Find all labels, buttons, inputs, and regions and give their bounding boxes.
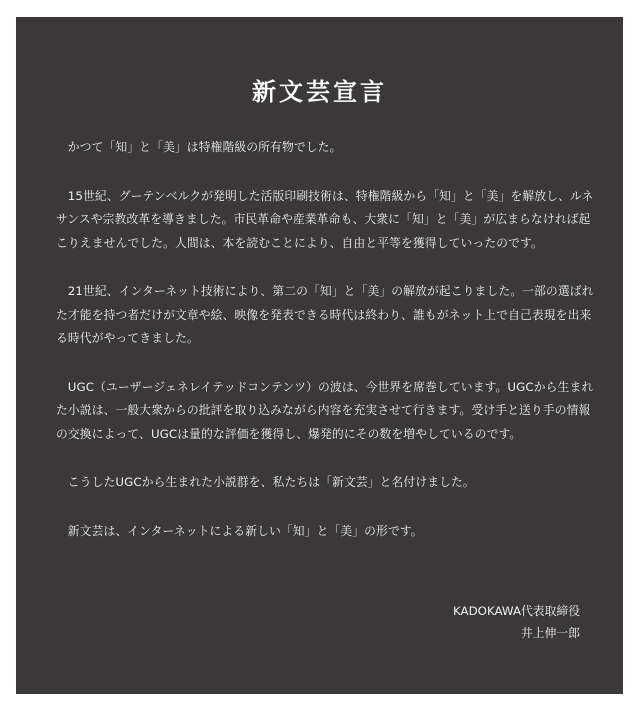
manifesto-title: 新文芸宣言: [252, 78, 387, 106]
paragraph-3: 21世紀、インターネット技術により、第二の「知」と「美」の解放が起こりました。一部の選ばれた才能を持つ者だけが文章や絵、映像を発表できる時代は終わり、誰もがネット上で自己表現を出来る時代がやってきました。: [56, 284, 594, 345]
signature-name: 井上伸一郎: [521, 626, 580, 640]
paragraph-4: UGC（ユーザージェネレイテッドコンテンツ）の波は、今世界を席巻しています。UGCから生まれた小説は、一般大衆からの批評を取り込みながら内容を充実させて行きます。受け手と送り手の情報の交換によって、UGCは量的な評価を獲得し、爆発的にその数を増やしているのです。: [56, 379, 594, 441]
manifesto-body: [56, 136, 600, 568]
paragraph-2: 15世紀、グーテンベルクが発明した活版印刷技術は、特権階級から「知」と「美」を解放し、ルネサンスや宗教改革を導きました。市民革命や産業革命も、大衆に「知」と「美」が広まらなければ起こりえませんでした。人間は、本を読むことにより、自由と平等を獲得していったのです。: [56, 188, 594, 250]
signature-block: [453, 600, 580, 644]
manifesto-panel: [16, 17, 623, 694]
paragraph-1: かつて「知」と「美」は特権階級の所有物でした。: [67, 140, 342, 154]
paragraph-6: 新文芸は、インターネットによる新しい「知」と「美」の形です。: [67, 523, 423, 538]
paragraph-5: こうしたUGCから生まれた小説群を、私たちは「新文芸」と名付けました。: [67, 475, 475, 489]
signature-title: KADOKAWA代表取締役: [453, 604, 580, 618]
